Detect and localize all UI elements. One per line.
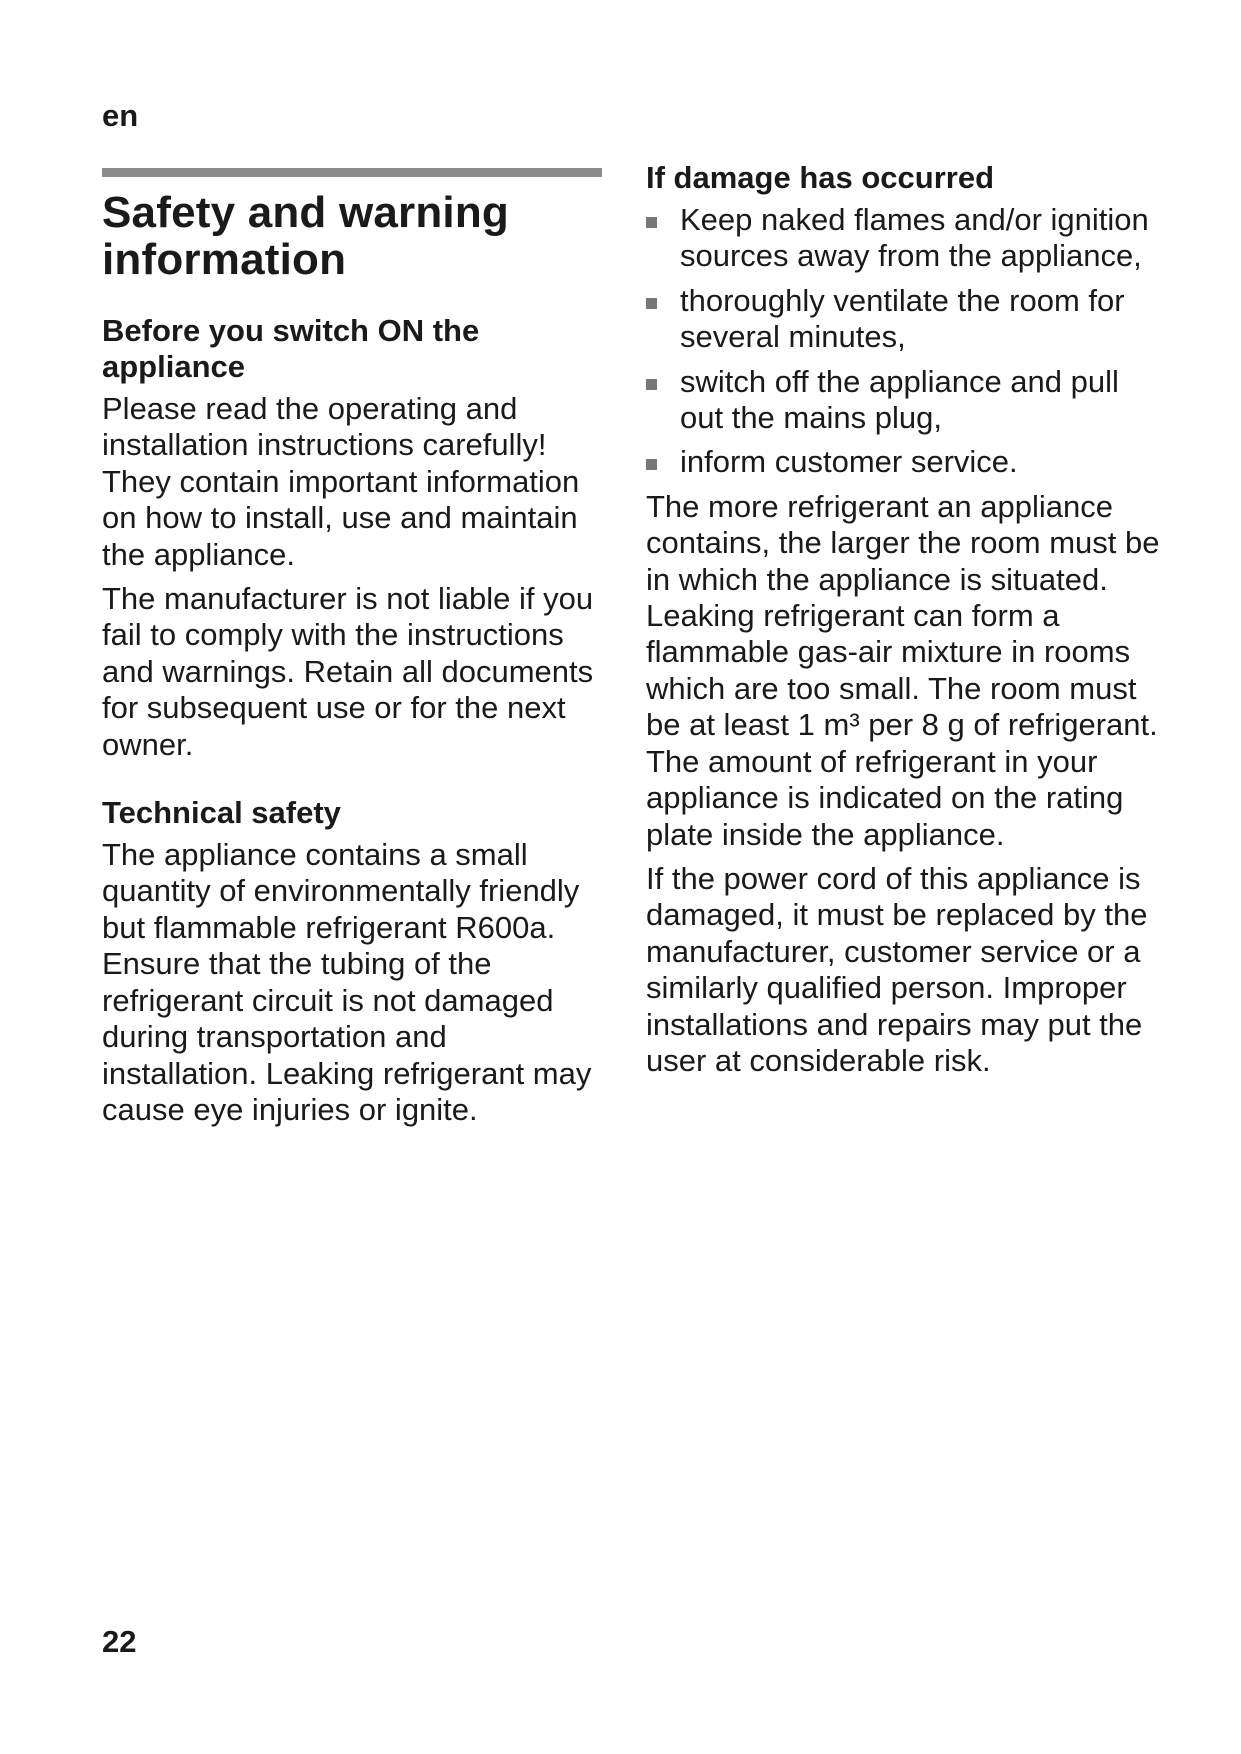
list-item-text: inform customer service. xyxy=(680,444,1018,480)
list-item xyxy=(646,444,1166,480)
square-bullet-icon xyxy=(646,379,657,390)
damage-action-list xyxy=(646,202,1166,481)
before-switch-on-paragraph-1: Please read the operating and installation instructions carefully! They contain important information on how to install, use and maintain the appliance. xyxy=(102,391,580,572)
list-item xyxy=(646,202,1166,275)
list-item xyxy=(646,364,1166,437)
if-damage-heading: If damage has occurred xyxy=(646,160,995,195)
language-code: en xyxy=(102,98,139,133)
list-item xyxy=(646,283,1166,356)
before-switch-on-heading: Before you switch ON the appliance xyxy=(102,313,480,384)
before-switch-on-paragraph-2: The manufacturer is not liable if you fail to comply with the instructions and warnings. Retain all documents for subsequent use or for the next owner. xyxy=(102,581,594,762)
list-item-text: Keep naked flames and/or ignition sources away from the appliance, xyxy=(680,202,1149,274)
right-column xyxy=(646,160,1166,1087)
square-bullet-icon xyxy=(646,459,657,470)
section-divider-bar xyxy=(102,168,602,177)
page-number: 22 xyxy=(102,1624,137,1659)
square-bullet-icon xyxy=(646,298,657,309)
left-column xyxy=(102,168,602,1136)
technical-safety-paragraph: The appliance contains a small quantity of environmentally friendly but flammable refrigerant R600a. Ensure that the tubing of the refrigerant circuit is not damaged during transportation and installation. Leaking refrigerant may cause eye injuries or ignite. xyxy=(102,837,592,1127)
list-item-text: thoroughly ventilate the room for several minutes, xyxy=(680,282,1125,355)
power-cord-paragraph: If the power cord of this appliance is damaged, it must be replaced by the manufacturer, customer service or a similarly qualified person. Improper installations and repairs may put the user at considerable risk. xyxy=(646,860,1148,1078)
refrigerant-room-size-paragraph: The more refrigerant an appliance contains, the larger the room must be in which the appliance is situated. Leaking refrigerant can form a flammable gas-air mixture in rooms which are too small. The room must be at least 1 m³ per 8 g of refrigerant. The amount of refrigerant in your appliance is indicated on the rating plate inside the appliance. xyxy=(646,488,1160,852)
technical-safety-heading: Technical safety xyxy=(102,795,341,831)
page-title: Safety and warning information xyxy=(102,188,510,284)
list-item-text: switch off the appliance and pull out the mains plug, xyxy=(680,363,1119,436)
square-bullet-icon xyxy=(646,217,657,228)
